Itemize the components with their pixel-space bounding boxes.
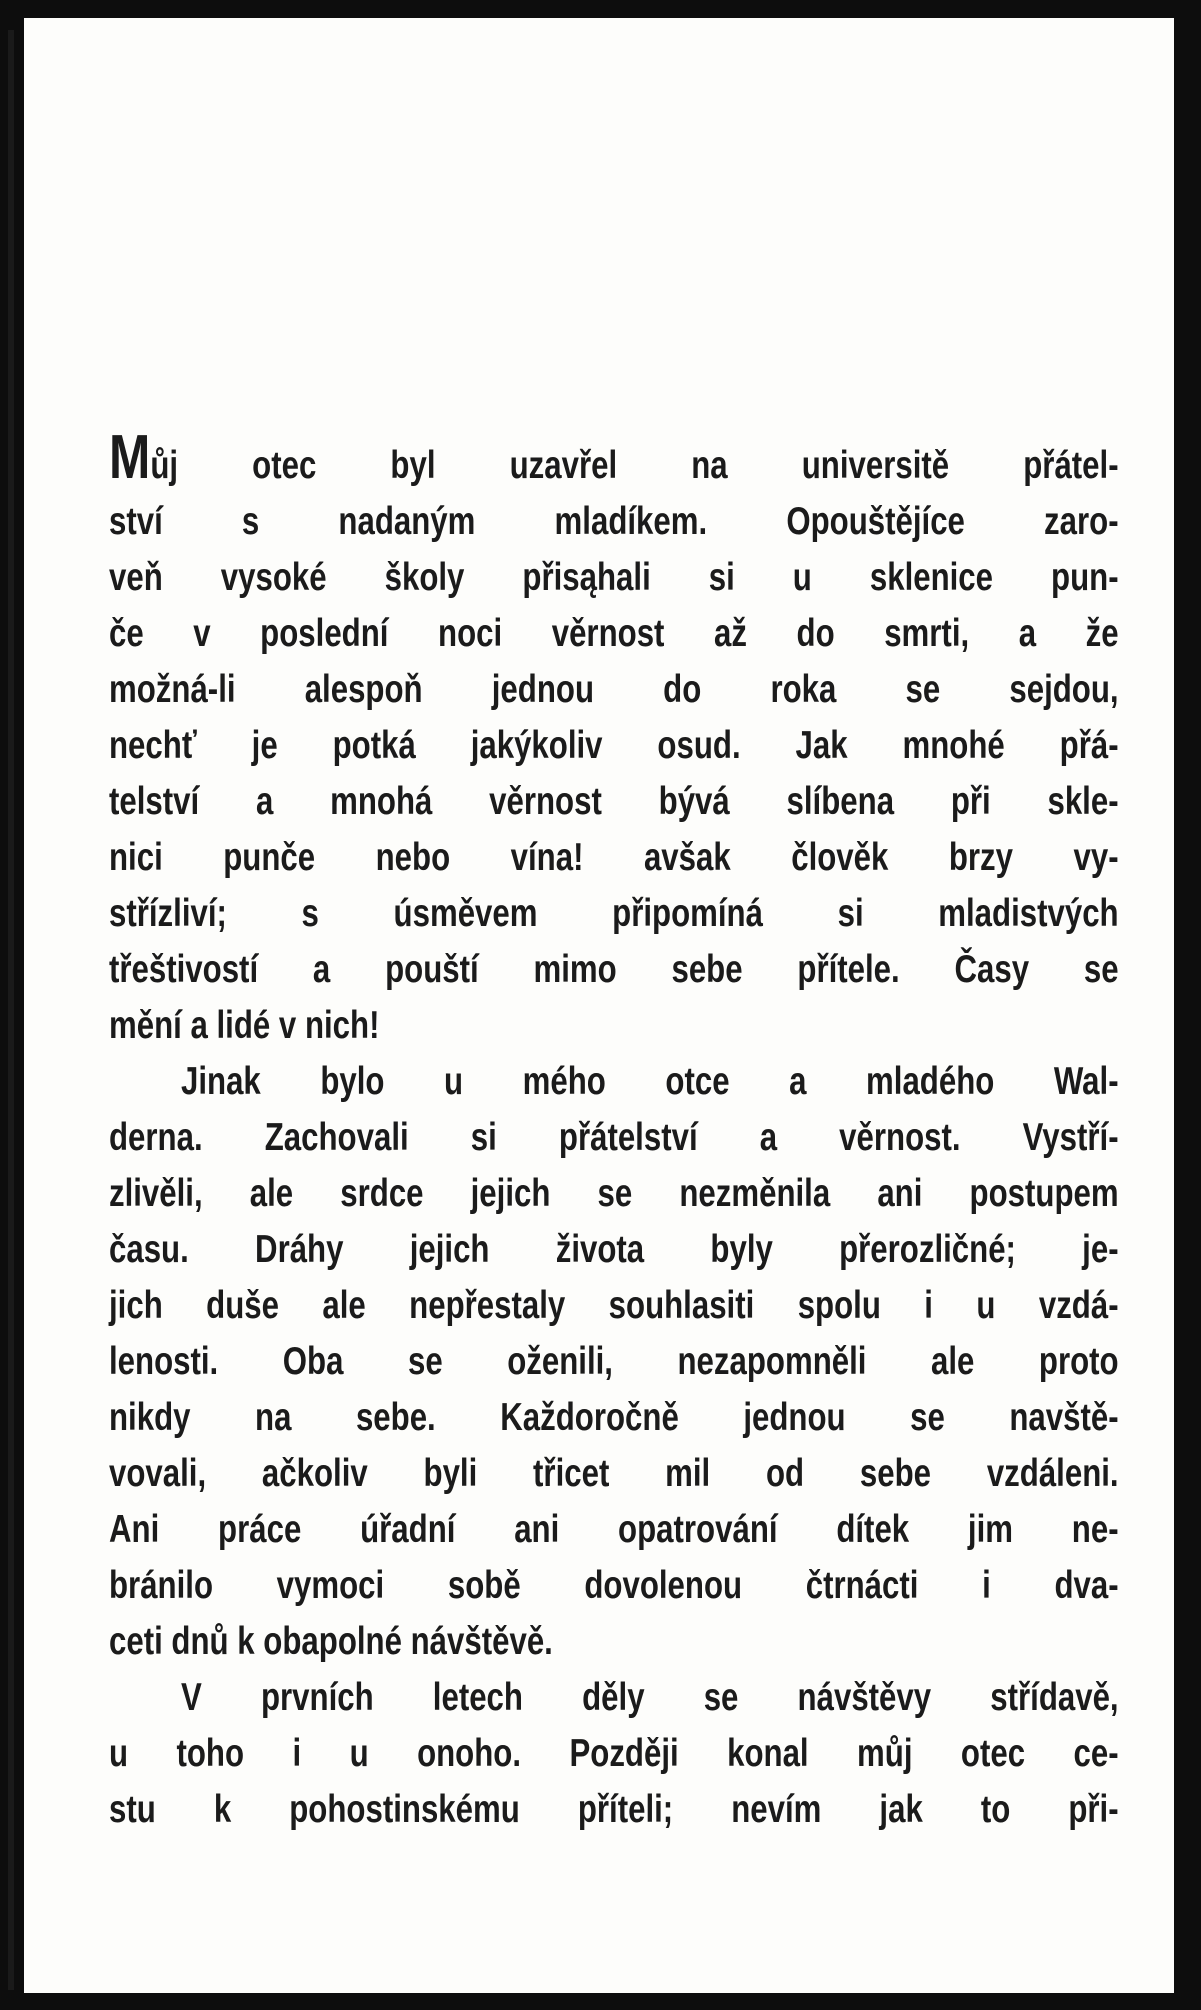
text-line: času. Dráhy jejich života byly přerozličné; je- xyxy=(109,1228,1119,1271)
text-line: telství a mnohá věrnost bývá slíbena při skle- xyxy=(109,780,1119,823)
text-line: Jinak bylo u mého otce a mladého Wal- xyxy=(181,1060,1119,1103)
text-line: u toho i u onoho. Později konal můj otec ce- xyxy=(109,1732,1119,1775)
text-line: derna. Zachovali si přátelství a věrnost. Vystří- xyxy=(109,1116,1119,1159)
text-line: veň vysoké školy přisąhali si u sklenice pun- xyxy=(109,556,1119,599)
text-line: třeštivostí a pouští mimo sebe přítele. Časy se xyxy=(109,948,1119,991)
body-text xyxy=(109,423,1119,1838)
text-line: Ani práce úřadní ani opatrování dítek jim ne- xyxy=(109,1508,1119,1551)
text-line: stu k pohostinskému příteli; nevím jak to při- xyxy=(109,1788,1119,1831)
text-line: nici punče nebo vína! avšak člověk brzy vy- xyxy=(109,836,1119,879)
text-line: V prvních letech děly se návštěvy střídavě, xyxy=(181,1676,1119,1719)
text-line: zlivěli, ale srdce jejich se nezměnila ani postupem xyxy=(109,1172,1119,1215)
text-line: nikdy na sebe. Každoročně jednou se navště- xyxy=(109,1396,1119,1439)
text-line: možná-li alespoň jednou do roka se sejdou, xyxy=(109,668,1119,711)
text-line-content: ůj otec byl uzavřel na universitě přátel- xyxy=(150,444,1119,487)
text-line: ceti dnů k obapolné návštěvě. xyxy=(109,1620,553,1663)
text-line xyxy=(109,423,1119,494)
text-line: mění a lidé v nich! xyxy=(109,1004,380,1047)
text-line: vovali, ačkoliv byli třicet mil od sebe vzdáleni. xyxy=(109,1452,1119,1495)
text-line: střízliví; s úsměvem připomíná si mladistvých xyxy=(109,892,1119,935)
text-line: lenosti. Oba se oženili, nezapomněli ale proto xyxy=(109,1340,1119,1383)
page-edge-shadow xyxy=(8,30,14,1990)
book-page xyxy=(24,18,1174,1993)
text-line: bránilo vymoci sobě dovolenou čtrnácti i dva- xyxy=(109,1564,1119,1607)
text-line: jich duše ale nepřestaly souhlasiti spolu i u vzdá- xyxy=(109,1284,1119,1327)
text-line: če v poslední noci věrnost až do smrti, a že xyxy=(109,612,1119,655)
text-line: nechť je potká jakýkoliv osud. Jak mnohé přá- xyxy=(109,724,1119,767)
text-line: ství s nadaným mladíkem. Opouštějíce zaro- xyxy=(109,500,1119,543)
drop-cap: M xyxy=(109,423,151,492)
